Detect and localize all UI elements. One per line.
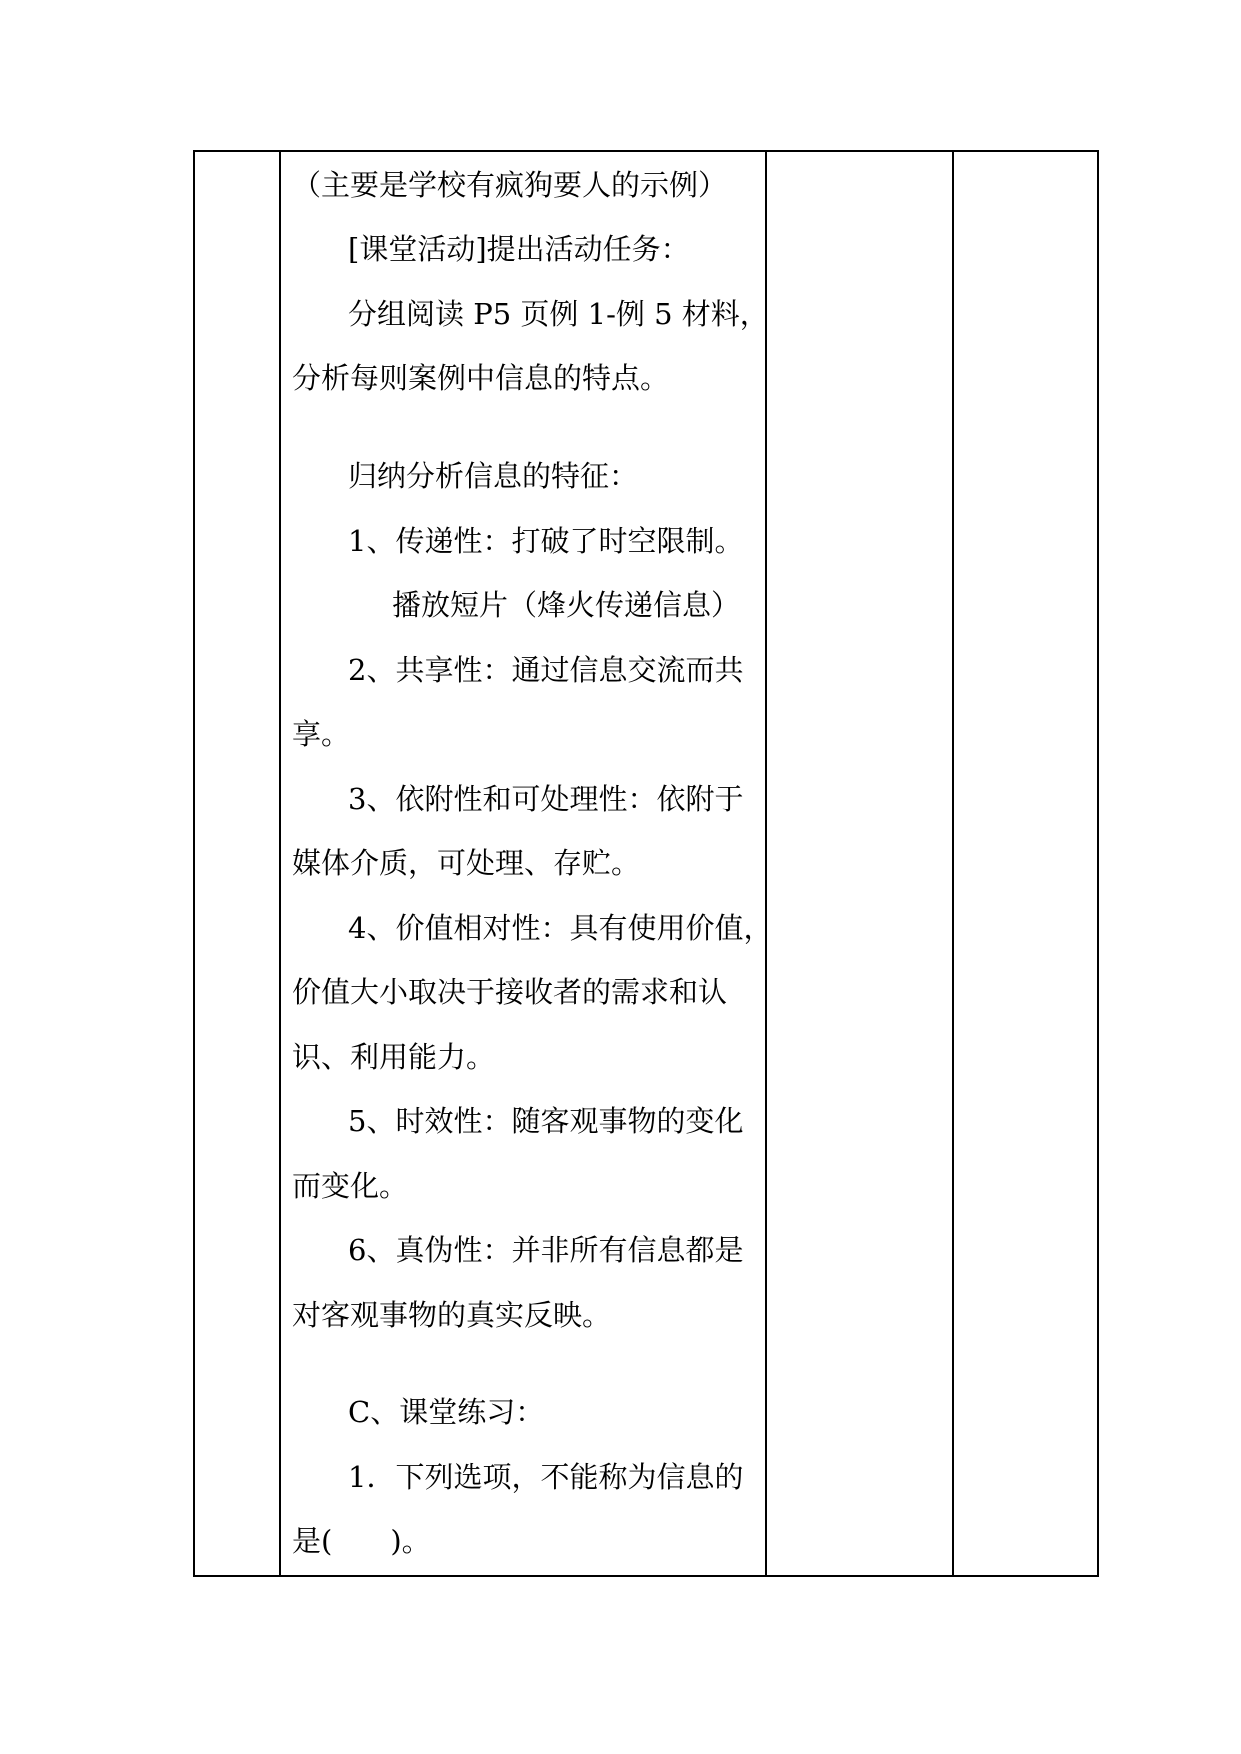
- text-line: 识、利用能力。: [292, 1040, 496, 1074]
- text-line: 媒体介质，可处理、存贮。: [292, 846, 641, 880]
- text-line: 1、传递性：打破了时空限制。: [348, 524, 744, 558]
- text-line: 对客观事物的真实反映。: [292, 1298, 612, 1332]
- text-line: 播放短片（烽火传递信息）: [392, 588, 741, 622]
- table-top-border: [193, 150, 1099, 152]
- text-line: 分组阅读 P5 页例 1-例 5 材料，: [348, 297, 769, 331]
- text-line: [课堂活动]提出活动任务：: [348, 232, 690, 266]
- text-line: 6、真伪性：并非所有信息都是: [348, 1233, 744, 1267]
- text-line: （主要是学校有疯狗要人的示例）: [292, 168, 728, 202]
- text-line: 2、共享性：通过信息交流而共: [348, 653, 744, 687]
- text-line: 而变化。: [292, 1169, 409, 1203]
- column-divider-2: [765, 150, 767, 1577]
- text-line: 是( )。: [292, 1524, 431, 1558]
- text-line: 1．下列选项，不能称为信息的: [348, 1460, 744, 1494]
- table-right-border: [1097, 150, 1099, 1577]
- text-line: 归纳分析信息的特征：: [348, 459, 639, 493]
- text-line: 4、价值相对性：具有使用价值，: [348, 911, 773, 945]
- text-line: 享。: [292, 717, 351, 751]
- column-divider-3: [952, 150, 954, 1577]
- table-left-border: [193, 150, 195, 1577]
- text-line: C、课堂练习：: [348, 1395, 545, 1429]
- text-line: 价值大小取决于接收者的需求和认: [292, 975, 728, 1009]
- text-line: 5、时效性：随客观事物的变化: [348, 1104, 744, 1138]
- text-line: 分析每则案例中信息的特点。: [292, 361, 670, 395]
- text-line: 3、依附性和可处理性：依附于: [348, 782, 744, 816]
- column-divider-1: [279, 150, 281, 1577]
- table-bottom-border: [193, 1575, 1099, 1577]
